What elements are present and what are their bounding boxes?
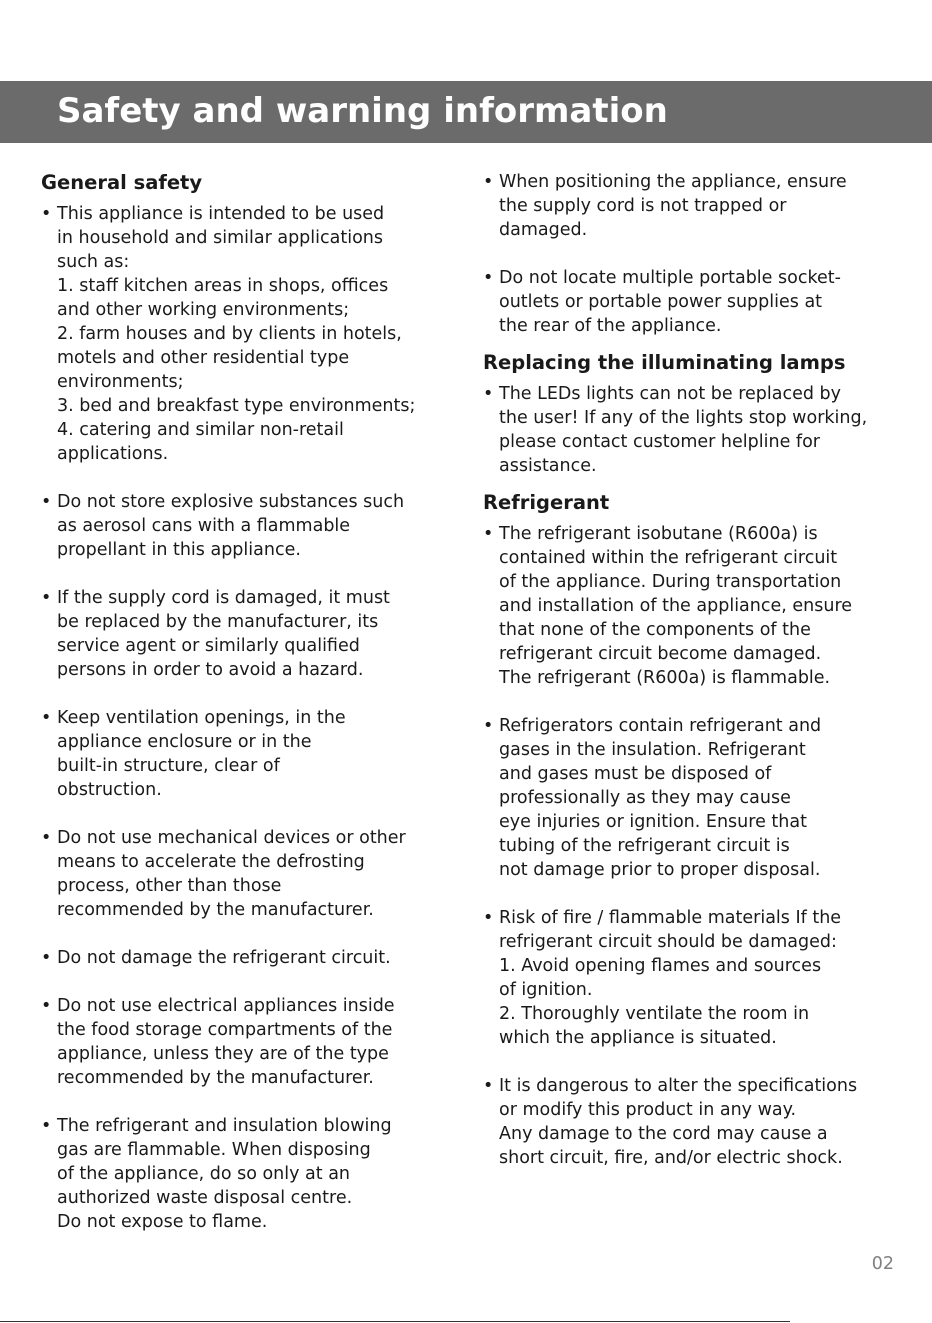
bullet-text-line: and installation of the appliance, ensure [499, 596, 853, 616]
bullet-text-line: be replaced by the manufacturer, its [57, 612, 379, 632]
bullet-text-line: and gases must be disposed of [499, 764, 772, 784]
bullet-text-line: gases in the insulation. Refrigerant [499, 740, 806, 760]
bullet-text-line: service agent or similarly qualified [57, 636, 360, 656]
bullet-item [483, 714, 903, 882]
bullet-dot-icon: • [483, 268, 494, 288]
bullet-text-line: eye injuries or ignition. Ensure that [499, 812, 807, 832]
bullet-text-line: tubing of the refrigerant circuit is [499, 836, 790, 856]
bullet-text-line: Keep ventilation openings, in the [57, 708, 346, 728]
bullet-text-line: environments; [57, 372, 184, 392]
bullet-text-line: The refrigerant isobutane (R600a) is [499, 524, 818, 544]
bullet-text-line: 2. farm houses and by clients in hotels, [57, 324, 402, 344]
section-heading-refrigerant: Refrigerant [483, 491, 610, 514]
bullet-text-line: short circuit, fire, and/or electric shock. [499, 1148, 843, 1168]
bullet-text-line: means to accelerate the defrosting [57, 852, 365, 872]
bullet-text-line: The refrigerant (R600a) is flammable. [499, 668, 831, 688]
bullet-item [483, 266, 903, 338]
bullet-text-line: not damage prior to proper disposal. [499, 860, 821, 880]
bullet-text-line: Refrigerators contain refrigerant and [499, 716, 822, 736]
bullet-text-line: recommended by the manufacturer. [57, 1068, 374, 1088]
footer-divider [0, 1321, 790, 1322]
bullet-text-line: If the supply cord is damaged, it must [57, 588, 390, 608]
bullet-item [41, 1114, 461, 1234]
bullet-item [41, 706, 461, 802]
bullet-text-line: The refrigerant and insulation blowing [57, 1116, 392, 1136]
bullet-text-line: or modify this product in any way. [499, 1100, 797, 1120]
bullet-text-line: assistance. [499, 456, 597, 476]
bullet-dot-icon: • [483, 172, 494, 192]
bullet-list [483, 522, 903, 1170]
page-number: 02 [871, 1254, 894, 1274]
bullet-dot-icon: • [41, 948, 52, 968]
right-column [483, 170, 903, 1182]
bullet-text-line: 4. catering and similar non-retail [57, 420, 344, 440]
bullet-text-line: Do not damage the refrigerant circuit. [57, 948, 391, 968]
bullet-text-line: persons in order to avoid a hazard. [57, 660, 364, 680]
bullet-text-line: motels and other residential type [57, 348, 350, 368]
bullet-text-line: When positioning the appliance, ensure [499, 172, 847, 192]
bullet-text-line: of the appliance. During transportation [499, 572, 842, 592]
bullet-item [41, 826, 461, 922]
bullet-item [483, 170, 903, 242]
page-title: Safety and warning information [57, 91, 668, 131]
bullet-text-line: authorized waste disposal centre. [57, 1188, 353, 1208]
bullet-text-line: 1. staff kitchen areas in shops, offices [57, 276, 389, 296]
bullet-dot-icon: • [41, 996, 52, 1016]
bullet-text-line: in household and similar applications [57, 228, 383, 248]
bullet-text-line: recommended by the manufacturer. [57, 900, 374, 920]
bullet-text-line: refrigerant circuit become damaged. [499, 644, 822, 664]
bullet-text-line: Do not locate multiple portable socket- [499, 268, 841, 288]
bullet-text-line: professionally as they may cause [499, 788, 791, 808]
title-banner [0, 81, 932, 143]
bullet-text-line: such as: [57, 252, 130, 272]
bullet-text-line: outlets or portable power supplies at [499, 292, 823, 312]
bullet-text-line: This appliance is intended to be used [57, 204, 385, 224]
bullet-dot-icon: • [41, 588, 52, 608]
section-heading-replacing-the-illuminating-lamps: Replacing the illuminating lamps [483, 351, 846, 374]
bullet-dot-icon: • [41, 708, 52, 728]
bullet-text-line: Any damage to the cord may cause a [499, 1124, 828, 1144]
bullet-text-line: which the appliance is situated. [499, 1028, 777, 1048]
bullet-text-line: The LEDs lights can not be replaced by [499, 384, 841, 404]
bullet-dot-icon: • [483, 716, 494, 736]
bullet-item [41, 202, 461, 466]
bullet-item [41, 586, 461, 682]
bullet-text-line: appliance enclosure or in the [57, 732, 312, 752]
bullet-text-line: the user! If any of the lights stop working, [499, 408, 868, 428]
bullet-item [483, 1074, 903, 1170]
bullet-dot-icon: • [41, 204, 52, 224]
bullet-text-line: please contact customer helpline for [499, 432, 820, 452]
bullet-text-line: the food storage compartments of the [57, 1020, 393, 1040]
bullet-text-line: process, other than those [57, 876, 282, 896]
section-heading-general-safety: General safety [41, 171, 203, 194]
bullet-text-line: damaged. [499, 220, 588, 240]
bullet-text-line: built-in structure, clear of [57, 756, 280, 776]
bullet-text-line: the supply cord is not trapped or [499, 196, 787, 216]
bullet-text-line: as aerosol cans with a flammable [57, 516, 351, 536]
bullet-text-line: that none of the components of the [499, 620, 811, 640]
bullet-text-line: obstruction. [57, 780, 162, 800]
bullet-list [483, 382, 903, 478]
bullet-text-line: Do not use electrical appliances inside [57, 996, 395, 1016]
bullet-dot-icon: • [41, 1116, 52, 1136]
bullet-item [483, 522, 903, 690]
bullet-list [483, 170, 903, 338]
bullet-item [483, 382, 903, 478]
bullet-dot-icon: • [483, 908, 494, 928]
bullet-item [41, 490, 461, 562]
bullet-text-line: gas are flammable. When disposing [57, 1140, 371, 1160]
bullet-dot-icon: • [483, 1076, 494, 1096]
bullet-text-line: Do not use mechanical devices or other [57, 828, 406, 848]
bullet-dot-icon: • [41, 492, 52, 512]
bullet-text-line: of ignition. [499, 980, 593, 1000]
bullet-item [41, 946, 461, 970]
bullet-item [41, 994, 461, 1090]
bullet-text-line: appliance, unless they are of the type [57, 1044, 389, 1064]
bullet-dot-icon: • [41, 828, 52, 848]
bullet-text-line: refrigerant circuit should be damaged: [499, 932, 837, 952]
bullet-text-line: contained within the refrigerant circuit [499, 548, 838, 568]
bullet-text-line: Do not store explosive substances such [57, 492, 405, 512]
bullet-text-line: the rear of the appliance. [499, 316, 722, 336]
bullet-text-line: Risk of fire / flammable materials If the [499, 908, 842, 928]
left-column [41, 170, 461, 1246]
bullet-dot-icon: • [483, 384, 494, 404]
bullet-text-line: It is dangerous to alter the specifications [499, 1076, 858, 1096]
bullet-text-line: applications. [57, 444, 169, 464]
bullet-text-line: and other working environments; [57, 300, 350, 320]
bullet-text-line: of the appliance, do so only at an [57, 1164, 351, 1184]
bullet-text-line: 3. bed and breakfast type environments; [57, 396, 416, 416]
bullet-list [41, 202, 461, 1234]
bullet-text-line: 1. Avoid opening flames and sources [499, 956, 822, 976]
bullet-dot-icon: • [483, 524, 494, 544]
bullet-text-line: 2. Thoroughly ventilate the room in [499, 1004, 810, 1024]
bullet-item [483, 906, 903, 1050]
bullet-text-line: propellant in this appliance. [57, 540, 301, 560]
bullet-text-line: Do not expose to flame. [57, 1212, 268, 1232]
